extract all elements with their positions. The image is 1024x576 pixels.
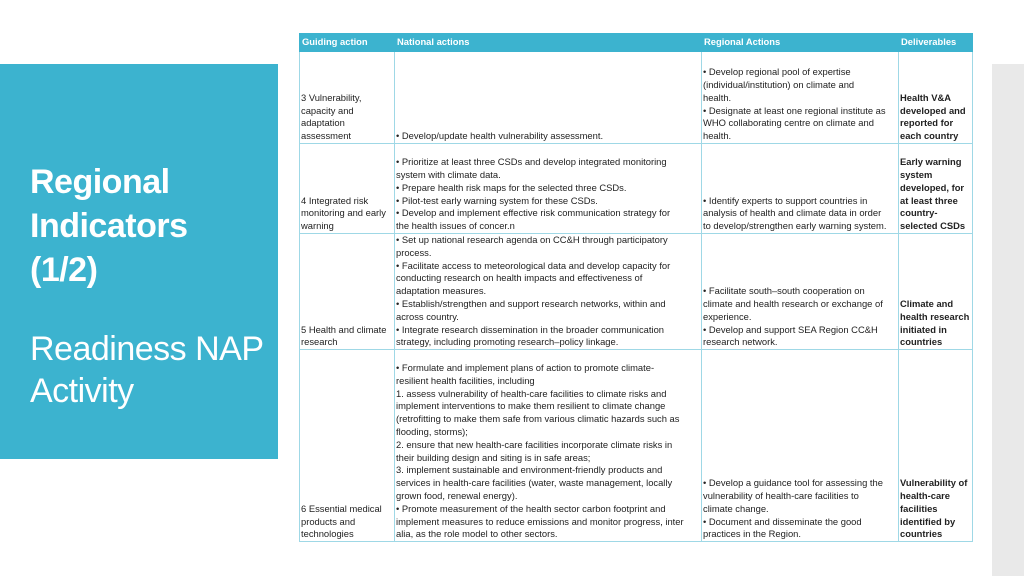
- cell-line: grown food, renewal energy).: [396, 489, 518, 501]
- cell-line: to develop/strengthen early warning system.: [703, 220, 887, 232]
- cell-line: developed, for: [900, 181, 965, 193]
- cell-deliverables: [899, 144, 973, 234]
- indicators-table: [299, 33, 973, 542]
- header-national-actions: National actions: [395, 34, 702, 52]
- cell-line: 5 Health and climate: [301, 323, 387, 335]
- cell-line: • Develop regional pool of expertise: [703, 66, 851, 78]
- cell-line: process.: [396, 246, 432, 258]
- cell-line: assessment: [301, 130, 352, 142]
- cell-guiding-action: [300, 350, 395, 542]
- table-row: [300, 52, 973, 144]
- cell-guiding-action: [300, 144, 395, 234]
- cell-line: • Facilitate south–south cooperation on: [703, 285, 865, 297]
- cell-line: resilient health facilities, including: [396, 374, 535, 386]
- cell-line: Climate and: [900, 297, 954, 309]
- cell-line: • Develop and implement effective risk communication strategy for: [396, 207, 671, 219]
- cell-line: research: [301, 336, 338, 348]
- cell-line: research network.: [703, 336, 778, 348]
- header-regional-actions: Regional Actions: [702, 34, 899, 52]
- cell-line: system with climate data.: [396, 169, 501, 181]
- slide-subtitle-line: Readiness NAP: [30, 330, 264, 368]
- cell-line: facilities: [900, 502, 938, 514]
- cell-line: 6 Essential medical: [301, 502, 382, 514]
- cell-line: implement measures to reduce emissions and monitor progress, inter: [396, 515, 684, 527]
- cell-line: developed and: [900, 104, 966, 116]
- cell-line: Health V&A: [900, 91, 952, 103]
- cell-line: services in health-care facilities (water, waste management, locally: [396, 477, 673, 489]
- cell-line: (retrofitting to make them safe from various climatic hazards such as: [396, 413, 680, 425]
- slide-title-line: (1/2): [30, 251, 98, 289]
- cell-line: at least three: [900, 194, 958, 206]
- cell-regional-actions: [702, 350, 899, 542]
- cell-line: • Pilot-test early warning system for these CSDs.: [396, 194, 598, 206]
- slide-title-line: Indicators: [30, 207, 188, 245]
- cell-line: • Facilitate access to meteorological data and develop capacity for: [396, 259, 671, 271]
- cell-line: • Develop a guidance tool for assessing the: [703, 477, 883, 489]
- cell-line: health.: [703, 91, 732, 103]
- cell-line: their building design and siting is in safe areas;: [396, 451, 591, 463]
- cell-deliverables: [899, 350, 973, 542]
- cell-deliverables: [899, 234, 973, 350]
- cell-line: • Identify experts to support countries in: [703, 194, 868, 206]
- cell-line: 1. assess vulnerability of health-care facilities to climate risks and: [396, 387, 667, 399]
- cell-line: 4 Integrated risk: [301, 194, 369, 206]
- cell-line: • Develop and support SEA Region CC&H: [703, 323, 878, 335]
- cell-line: adaptation measures.: [396, 285, 487, 297]
- cell-line: reported for: [900, 117, 954, 129]
- cell-national-actions: [395, 350, 702, 542]
- cell-line: strategy, including promoting research–policy linkage.: [396, 336, 619, 348]
- slide-subtitle: [30, 328, 275, 412]
- cell-line: technologies: [301, 528, 354, 540]
- cell-line: countries: [900, 336, 943, 348]
- cell-line: health.: [703, 130, 732, 142]
- cell-line: country-: [900, 207, 938, 219]
- cell-line: conducting research on health impacts and effectiveness of: [396, 272, 643, 284]
- cell-line: health research: [900, 310, 970, 322]
- cell-line: 2. ensure that new health-care facilities incorporate climate risks in: [396, 438, 673, 450]
- cell-line: • Set up national research agenda on CC&H through participatory: [396, 234, 668, 245]
- cell-line: monitoring and early: [301, 207, 386, 219]
- cell-line: climate and health research or exchange of: [703, 297, 883, 309]
- table-row: [300, 144, 973, 234]
- cell-line: 3. implement sustainable and environment-friendly products and: [396, 464, 663, 476]
- cell-line: 3 Vulnerability,: [301, 91, 362, 103]
- cell-line: • Integrate research dissemination in the broader communication: [396, 323, 665, 335]
- cell-guiding-action: [300, 52, 395, 144]
- cell-line: adaptation: [301, 117, 345, 129]
- cell-line: analysis of health and climate data in order: [703, 207, 882, 219]
- cell-line: the health issues of concer.n: [396, 220, 515, 232]
- cell-line: climate change.: [703, 502, 769, 514]
- header-guiding-action: Guiding action: [300, 34, 395, 52]
- cell-line: • Establish/strengthen and support research networks, within and: [396, 297, 666, 309]
- cell-line: warning: [301, 220, 334, 232]
- cell-guiding-action: [300, 234, 395, 350]
- cell-line: • Develop/update health vulnerability assessment.: [396, 130, 604, 142]
- cell-line: • Designate at least one regional institute as: [703, 104, 886, 116]
- slide-title-line: Regional: [30, 163, 170, 201]
- cell-line: products and: [301, 515, 356, 527]
- cell-line: vulnerability of health-care facilities to: [703, 489, 859, 501]
- cell-line: selected CSDs: [900, 220, 966, 232]
- cell-line: • Prioritize at least three CSDs and develop integrated monitoring: [396, 156, 667, 168]
- table-header-row: [300, 34, 973, 52]
- cell-national-actions: [395, 144, 702, 234]
- cell-line: experience.: [703, 310, 752, 322]
- cell-line: WHO collaborating centre on climate and: [703, 117, 874, 129]
- cell-line: Vulnerability of: [900, 477, 968, 489]
- cell-line: health-care: [900, 489, 951, 501]
- right-edge-strip: [992, 64, 1024, 576]
- cell-line: system: [900, 169, 933, 181]
- cell-line: alia, as the role model to other sectors.: [396, 528, 558, 540]
- cell-regional-actions: [702, 52, 899, 144]
- cell-line: implement interventions to make them resilient to climate change: [396, 400, 666, 412]
- cell-line: • Document and disseminate the good: [703, 515, 862, 527]
- cell-line: • Formulate and implement plans of action to promote climate-: [396, 362, 655, 374]
- cell-line: identified by: [900, 515, 956, 527]
- slide-title: [30, 160, 270, 292]
- cell-line: flooding, storms);: [396, 426, 468, 437]
- cell-line: each country: [900, 130, 959, 142]
- cell-line: across country.: [396, 310, 459, 322]
- table-row: [300, 234, 973, 350]
- cell-regional-actions: [702, 234, 899, 350]
- cell-line: capacity and: [301, 104, 354, 116]
- cell-line: (individual/institution) on climate and: [703, 79, 855, 91]
- cell-line: initiated in: [900, 323, 947, 335]
- table-row: [300, 350, 973, 542]
- cell-regional-actions: [702, 144, 899, 234]
- cell-line: Early warning: [900, 156, 962, 168]
- cell-line: countries: [900, 528, 943, 540]
- header-deliverables: Deliverables: [899, 34, 973, 52]
- slide-subtitle-line: Activity: [30, 372, 134, 410]
- cell-national-actions: [395, 234, 702, 350]
- cell-line: • Promote measurement of the health sector carbon footprint and: [396, 502, 666, 514]
- cell-line: practices in the Region.: [703, 528, 801, 540]
- cell-line: • Prepare health risk maps for the selected three CSDs.: [396, 181, 627, 193]
- cell-national-actions: [395, 52, 702, 144]
- cell-deliverables: [899, 52, 973, 144]
